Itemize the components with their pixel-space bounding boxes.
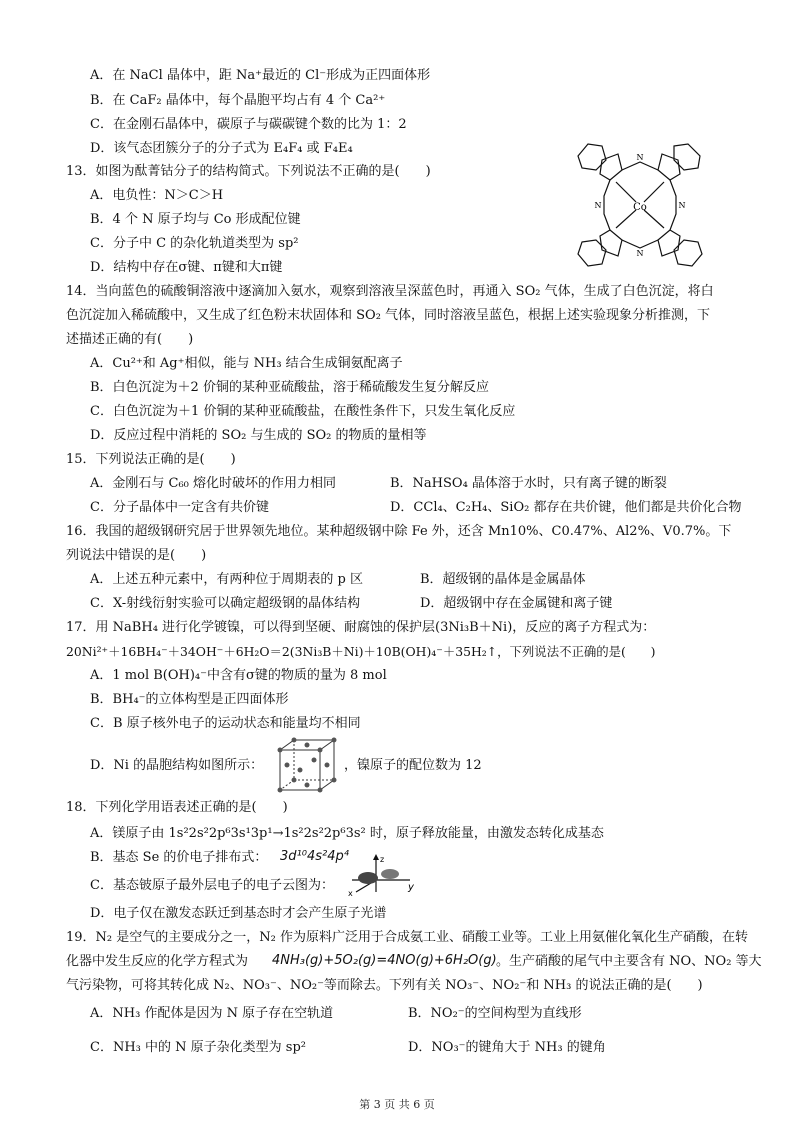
q18-option-a: A．镁原子由 1s²2s²2p⁶3s¹3p¹→1s²2s²2p⁶3s² 时，原子释放能量，由激发态转化成基态 (90, 826, 604, 841)
q19-option-b: B．NO₂⁻的空间构型为直线形 (408, 1006, 582, 1021)
q14-option-c: C．白色沉淀为＋1 价铜的某种亚硫酸盐，在酸性条件下，只发生氧化反应 (90, 404, 516, 419)
q15-stem: 15．下列说法正确的是( ) (66, 452, 236, 467)
q16-option-c: C．X-射线衍射实验可以确定超级钢的晶体结构 (90, 596, 361, 611)
axis-z-label: z (380, 855, 385, 864)
q19-stem-line3: 气污染物，可将其转化成 N₂、NO₃⁻、NO₂⁻等而除去。下列有关 NO₃⁻、NO₂⁻和 NH₃ 的说法正确的是( ) (66, 978, 703, 993)
q18-option-b-prefix: B．基态 Se 的价电子排布式： (90, 850, 268, 865)
q16-option-a: A．上述五种元素中，有两种位于周期表的 p 区 (90, 572, 363, 587)
q15-option-c: C．分子晶体中一定含有共价键 (90, 500, 269, 515)
q13-option-b: B．4 个 N 原子均与 Co 形成配位键 (90, 212, 301, 227)
q17-stem-line1: 17．用 NaBH₄ 进行化学镀镍，可以得到坚硬、耐腐蚀的保护层(3Ni₃B＋Ni)，反应的离子方程式为： (66, 620, 656, 635)
q19-stem-line2-prefix: 化器中发生反应的化学方程式为 (66, 954, 249, 969)
se-electron-config: 3d¹⁰4s²4p⁴ (280, 849, 349, 864)
q14-stem-line1: 14．当向蓝色的硫酸铜溶液中逐滴加入氨水，观察到溶液呈深蓝色时，再通入 SO₂ 气体，生成了白色沉淀，将白 (66, 284, 714, 299)
q18-option-c: C．基态铍原子最外层电子的电子云图为： (90, 878, 334, 893)
q17-equation: 20Ni²⁺＋16BH₄⁻＋34OH⁻＋6H₂O＝2(3Ni₃B＋Ni)＋10B(OH)₄⁻＋35H₂↑，下列说法不正确的是( ) (66, 644, 656, 659)
q12-option-c: C．在金刚石晶体中，碳原子与碳碳键个数的比为 1：2 (90, 117, 407, 132)
q14-stem-line2: 色沉淀加入稀硫酸中，又生成了红色粉末状固体和 SO₂ 气体，同时溶液呈蓝色，根据上述实验现象分析推测，下 (66, 308, 711, 323)
meso-n-label-bottom: N (636, 249, 644, 258)
q12-option-d: D．该气态团簇分子的分子式为 E₄F₄ 或 F₄E₄ (90, 141, 353, 156)
q13-stem: 13．如图为酞菁钴分子的结构简式。下列说法不正确的是( ) (66, 164, 431, 179)
axis-x-label: x (348, 889, 353, 898)
q15-option-b: B．NaHSO₄ 晶体溶于水时，只有离子键的断裂 (390, 476, 667, 491)
q14-option-b: B．白色沉淀为＋2 价铜的某种亚硫酸盐，溶于稀硫酸发生复分解反应 (90, 380, 489, 395)
meso-n-label-right: N (678, 201, 686, 210)
q12-option-b: B．在 CaF₂ 晶体中，每个晶胞平均占有 4 个 Ca²⁺ (90, 93, 386, 108)
q13-option-d: D．结构中存在σ键、π键和大π键 (90, 260, 283, 275)
q17-option-d-suffix: ，镍原子的配位数为 12 (344, 758, 482, 773)
q18-stem: 18．下列化学用语表述正确的是( ) (66, 800, 288, 815)
q17-option-c: C．B 原子核外电子的运动状态和能量均不相同 (90, 716, 361, 731)
q19-stem-line1: 19．N₂ 是空气的主要成分之一，N₂ 作为原料广泛用于合成氨工业、硝酸工业等。工业上用氨催化氧化生产硝酸，在转 (66, 930, 748, 945)
q16-stem-line1: 16．我国的超级钢研究居于世界领先地位。某种超级钢中除 Fe 外，还含 Mn10%、C0.47%、Al2%、V0.7%。下 (66, 524, 732, 539)
q13-option-c: C．分子中 C 的杂化轨道类型为 sp² (90, 236, 299, 251)
q12-option-a: A．在 NaCl 晶体中，距 Na⁺最近的 Cl⁻形成为正四面体形 (90, 68, 431, 83)
page-footer: 第 3 页 共 6 页 (359, 1098, 435, 1111)
q16-option-b: B．超级钢的晶体是金属晶体 (420, 572, 586, 587)
orbital-cloud-figure (344, 852, 416, 898)
q15-option-d: D．CCl₄、C₂H₄、SiO₂ 都存在共价键，他们都是共价化合物 (390, 500, 742, 515)
q19-option-a: A．NH₃ 作配体是因为 N 原子存在空轨道 (90, 1006, 334, 1021)
q17-option-a: A．1 mol B(OH)₄⁻中含有σ键的物质的量为 8 mol (90, 668, 387, 683)
axis-y-label: y (408, 882, 414, 893)
q18-option-d: D．电子仅在激发态跃迁到基态时才会产生原子光谱 (90, 906, 387, 921)
q15-option-a: A．金刚石与 C₆₀ 熔化时破坏的作用力相同 (90, 476, 337, 491)
q17-option-b: B．BH₄⁻的立体构型是正四面体形 (90, 692, 289, 707)
q17-option-d-prefix: D．Ni 的晶胞结构如图所示： (90, 758, 264, 773)
q14-option-d: D．反应过程中消耗的 SO₂ 与生成的 SO₂ 的物质的量相等 (90, 428, 427, 443)
q13-option-a: A．电负性：N＞C＞H (90, 188, 224, 203)
q19-option-c: C．NH₃ 中的 N 原子杂化类型为 sp² (90, 1040, 306, 1055)
q19-stem-line2-suffix: 。生产硝酸的尾气中主要含有 NO、NO₂ 等大 (496, 954, 762, 969)
meso-n-label-left: N (594, 201, 602, 210)
cobalt-phthalocyanine-figure (566, 136, 714, 274)
nickel-unit-cell-figure (276, 736, 340, 794)
meso-n-label-top: N (636, 153, 644, 162)
q14-stem-line3: 述描述正确的有( ) (66, 332, 194, 347)
q16-stem-line2: 列说法中错误的是( ) (66, 548, 207, 563)
cobalt-label: Co (633, 202, 647, 213)
q14-option-a: A．Cu²⁺和 Ag⁺相似，能与 NH₃ 结合生成铜氨配离子 (90, 356, 403, 371)
q19-option-d: D．NO₃⁻的键角大于 NH₃ 的键角 (408, 1040, 606, 1055)
q19-equation: 4NH₃(g)+5O₂(g)=4NO(g)+6H₂O(g) (272, 953, 497, 968)
q16-option-d: D．超级钢中存在金属键和离子键 (420, 596, 613, 611)
